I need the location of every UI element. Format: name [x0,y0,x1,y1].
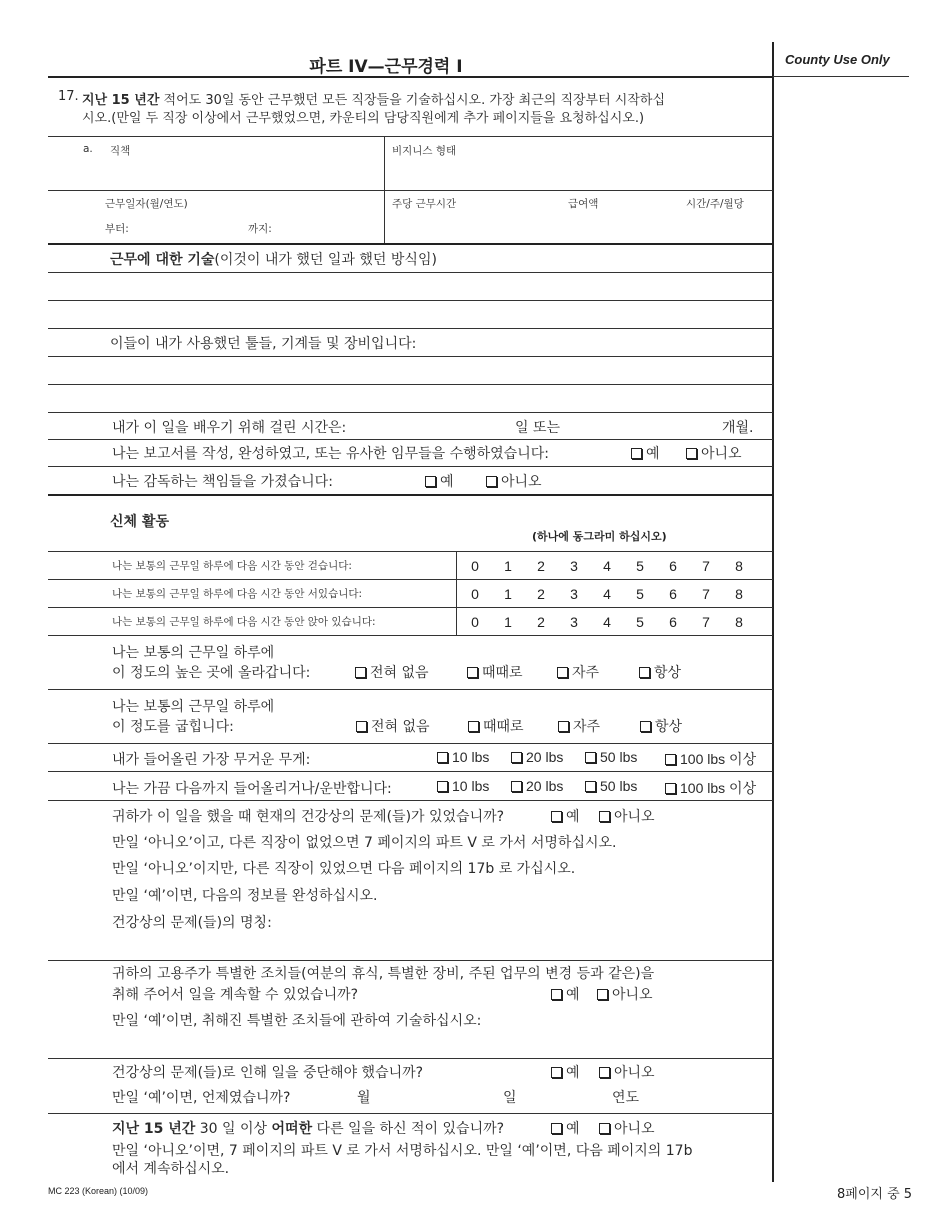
hours-table-bottom [48,635,773,636]
description-heading-text: (이것이 내가 했던 일과 했던 방식임) [214,252,437,268]
sit-hours-option-0[interactable]: 0 [471,614,479,630]
heaviest-10-checkbox[interactable] [437,749,489,765]
learn-time-rule [48,439,773,440]
health-no-checkbox[interactable] [599,806,655,826]
health-no-label: 아니오 [614,809,655,825]
frequent-label: 나는 가끔 다음까지 들어올리거나/운반합니다: [112,781,392,797]
weekly-hours-label: 주당 근무시간 [392,198,457,210]
accommodation-describe-label: 만일 ‘예’이면, 취해진 특별한 조치들에 관하여 기술하십시오: [112,1013,482,1029]
sit-hours-option-3[interactable]: 3 [570,614,578,630]
walk-hours-option-7[interactable]: 7 [702,558,710,574]
stand-hours-option-4[interactable]: 4 [603,586,611,602]
accommodation-line[interactable] [48,1058,773,1059]
county-use-only-label: County Use Only [785,52,890,67]
stop-no-label: 아니오 [614,1065,655,1081]
q17-lead-bold: 지난 15 년간 [82,93,160,108]
physical-heading: 신체 활동 [110,514,169,530]
climb-often-checkbox[interactable] [557,662,599,682]
when-rule [48,1113,773,1114]
sit-hours-option-6[interactable]: 6 [669,614,677,630]
heaviest-100-label: 100 lbs [680,751,726,767]
climb-never-checkbox[interactable] [355,662,429,682]
frequent-20-checkbox[interactable] [511,778,563,794]
climb-sometimes-checkbox[interactable] [467,662,523,682]
walk-hours-option-5[interactable]: 5 [636,558,644,574]
heaviest-20-checkbox[interactable] [511,749,563,765]
page-title: 파트 IV—근무경력 I [309,57,463,77]
stop-yes-checkbox[interactable] [551,1062,580,1082]
bend-line2: 이 정도를 굽힙니다: [112,719,234,735]
health-if-no-1: 만일 ‘아니오’이고, 다른 직장이 없었으면 7 페이지의 파트 V 로 가서 서명하십시오. [112,835,617,851]
supervise-yes-label: 예 [440,474,454,490]
bend-sometimes-checkbox[interactable] [468,716,524,736]
year-label: 연도 [612,1090,640,1106]
bend-rule [48,743,773,744]
heaviest-10-label: 10 lbs [452,749,490,765]
accommodation-no-label: 아니오 [612,987,653,1003]
bend-line1: 나는 보통의 근무일 하루에 [112,699,275,715]
climb-sometimes-label: 때때로 [482,665,523,681]
heaviest-rule [48,771,773,772]
stand-hours-option-1[interactable]: 1 [504,586,512,602]
stand-hours-option-2[interactable]: 2 [537,586,545,602]
stand-hours-option-0[interactable]: 0 [471,586,479,602]
job-title-label: 직책 [110,145,131,157]
when-label: 만일 ‘예’이면, 언제였습니까? [112,1090,291,1106]
month-label: 월 [357,1090,371,1106]
hours-table-top [48,551,773,552]
frequent-20-label: 20 lbs [526,778,564,794]
description-line-1[interactable] [48,272,773,273]
description-heading-bold: 근무에 대한 기술 [110,252,215,268]
hours-table-divider [456,551,457,635]
tools-line-1[interactable] [48,356,773,357]
climb-line2: 이 정도의 높은 곳에 올라갑니다: [112,665,311,681]
other-work-mid: 30 일 이상 [195,1121,272,1137]
accommodation-yes-checkbox[interactable] [551,984,580,1004]
supervise-rule [48,494,773,496]
bend-often-checkbox[interactable] [558,716,600,736]
form-id: MC 223 (Korean) (10/09) [48,1186,149,1196]
climb-always-checkbox[interactable] [639,662,681,682]
bend-never-label: 전혀 없음 [371,719,430,735]
sit-hours-option-7[interactable]: 7 [702,614,710,630]
reports-label: 나는 보고서를 작성, 완성하였고, 또는 유사한 임무들을 수행하였습니다: [112,446,549,462]
bend-always-checkbox[interactable] [640,716,682,736]
accommodation-line1: 귀하의 고용주가 특별한 조치들(여분의 휴식, 특별한 장비, 주된 업무의 변경 등과 같은)을 [112,966,655,982]
health-problem-question: 귀하가 이 일을 했을 때 현재의 건강상의 문제(들)가 있었습니까? [112,809,505,825]
stand-hours-option-3[interactable]: 3 [570,586,578,602]
other-work-yes-label: 예 [566,1121,580,1137]
other-work-mid-bold: 어떠한 [271,1121,313,1137]
stop-work-question: 건강상의 문제(들)로 인해 일을 중단해야 했습니까? [112,1065,424,1081]
walk-hours-option-1[interactable]: 1 [504,558,512,574]
reports-yes-label: 예 [646,446,660,462]
q17-line1 [82,89,665,108]
other-work-rest: 다른 일을 하신 적이 있습니까? [312,1121,505,1137]
frequent-rule [48,800,773,801]
months-label: 개월. [722,420,754,436]
frequent-50-label: 50 lbs [600,778,638,794]
reports-yes-checkbox[interactable] [631,443,660,463]
county-header-rule [773,76,909,77]
accommodation-yes-label: 예 [566,987,580,1003]
reports-no-label: 아니오 [701,446,742,462]
job-box-bottom [48,243,773,245]
walk-hours-option-3[interactable]: 3 [570,558,578,574]
from-label: 부터: [105,223,129,235]
stop-no-checkbox[interactable] [599,1062,655,1082]
pay-label: 급여액 [568,198,599,210]
accommodation-no-checkbox[interactable] [597,984,653,1004]
health-if-no-2: 만일 ‘아니오’이지만, 다른 직장이 있었으면 다음 페이지의 17b 로 가십시오. [112,861,576,877]
description-heading [110,249,437,269]
q17-line1-text: 적어도 30일 동안 근무했던 모든 직장들을 기술하십시오. 가장 최근의 직장부터 시작하십 [159,93,666,108]
climb-always-label: 항상 [654,665,682,681]
heaviest-100-checkbox[interactable] [665,749,756,769]
walk-hours-option-6[interactable]: 6 [669,558,677,574]
walk-hours-label: 나는 보통의 근무일 하루에 다음 시간 동안 걷습니다: [112,560,352,572]
job-box-top [48,136,773,137]
other-work-line2: 만일 ‘아니오’이면, 7 페이지의 파트 V 로 가서 서명하십시오. 만일 ‘예’이면, 다음 페이지의 17b [112,1143,693,1159]
heaviest-20-label: 20 lbs [526,749,564,765]
walk-hours-option-2[interactable]: 2 [537,558,545,574]
bend-often-label: 자주 [573,719,601,735]
job-box-mid [48,190,773,191]
supervise-no-checkbox[interactable] [486,471,542,491]
stand-hours-option-6[interactable]: 6 [669,586,677,602]
other-work-line3: 에서 계속하십시오. [112,1161,230,1177]
other-work-question [112,1118,504,1138]
walk-hours-option-8[interactable]: 8 [735,558,743,574]
sit-hours-option-5[interactable]: 5 [636,614,644,630]
walk-hours-option-0[interactable]: 0 [471,558,479,574]
bend-always-label: 항상 [655,719,683,735]
stand-hours-option-5[interactable]: 5 [636,586,644,602]
q17-number: 17. [58,89,79,104]
other-work-lead-bold: 지난 15 년간 [112,1121,196,1137]
item-letter-a: a. [83,143,93,155]
sit-hours-option-1[interactable]: 1 [504,614,512,630]
frequent-100-suffix: 이상 [729,781,757,797]
circle-instruction: (하나에 동그라미 하십시오) [532,530,667,543]
supervise-no-label: 아니오 [501,474,542,490]
health-yes-checkbox[interactable] [551,806,580,826]
sit-hours-label: 나는 보통의 근무일 하루에 다음 시간 동안 앉아 있습니다: [112,616,376,628]
heaviest-100-suffix: 이상 [729,752,757,768]
stand-hours-label: 나는 보통의 근무일 하루에 다음 시간 동안 서있습니다: [112,588,363,600]
county-column-divider [772,42,774,1182]
heaviest-50-label: 50 lbs [600,749,638,765]
other-work-no-label: 아니오 [614,1121,655,1137]
reports-rule [48,466,773,467]
frequent-10-label: 10 lbs [452,778,490,794]
q17-line2: 시오.(만일 두 직장 이상에서 근무했었으면, 카운티의 담당직원에게 추가 페이지들을 요청하십시오.) [82,111,645,126]
tools-label: 이들이 내가 사용했던 툴들, 기계들 및 장비입니다: [110,336,417,352]
business-type-label: 비지니스 형태 [392,145,457,157]
reports-no-checkbox[interactable] [686,443,742,463]
frequent-100-label: 100 lbs [680,780,726,796]
description-line-3[interactable] [48,328,773,329]
climb-often-label: 자주 [572,665,600,681]
climb-rule [48,689,773,690]
work-dates-label: 근무일자(월/연도) [105,198,188,210]
supervise-yes-checkbox[interactable] [425,471,454,491]
walk-hours-option-4[interactable]: 4 [603,558,611,574]
frequent-10-checkbox[interactable] [437,778,489,794]
climb-line1: 나는 보통의 근무일 하루에 [112,645,275,661]
bend-sometimes-label: 때때로 [483,719,524,735]
frequent-100-checkbox[interactable] [665,778,756,798]
accommodation-line2: 취해 주어서 일을 계속할 수 있었습니까? [112,987,359,1003]
health-if-yes: 만일 ‘예’이면, 다음의 정보를 완성하십시오. [112,888,378,904]
heaviest-label: 내가 들어올린 가장 무거운 무게: [112,752,311,768]
hours-table-row3 [48,607,773,608]
day-label: 일 [503,1090,517,1106]
stand-hours-option-8[interactable]: 8 [735,586,743,602]
pay-period-label: 시간/주/월당 [686,198,744,210]
days-or-label: 일 또는 [515,420,561,436]
heaviest-50-checkbox[interactable] [585,749,637,765]
other-work-no-checkbox[interactable] [599,1118,655,1138]
tools-line-3[interactable] [48,412,773,413]
health-yes-label: 예 [566,809,580,825]
health-problem-name-label: 건강상의 문제(들)의 명칭: [112,915,272,931]
learn-time-label: 내가 이 일을 배우기 위해 걸린 시간은: [112,420,347,436]
description-line-2[interactable] [48,300,773,301]
sit-hours-option-4[interactable]: 4 [603,614,611,630]
tools-line-2[interactable] [48,384,773,385]
climb-never-label: 전혀 없음 [370,665,429,681]
stand-hours-option-7[interactable]: 7 [702,586,710,602]
sit-hours-option-8[interactable]: 8 [735,614,743,630]
frequent-50-checkbox[interactable] [585,778,637,794]
supervise-label: 나는 감독하는 책임들을 가졌습니다: [112,474,333,490]
page-number: 8페이지 중 5 [837,1187,913,1202]
health-name-line[interactable] [48,960,773,961]
bend-never-checkbox[interactable] [356,716,430,736]
other-work-yes-checkbox[interactable] [551,1118,580,1138]
sit-hours-option-2[interactable]: 2 [537,614,545,630]
to-label: 까지: [248,223,272,235]
stop-yes-label: 예 [566,1065,580,1081]
hours-table-row2 [48,579,773,580]
